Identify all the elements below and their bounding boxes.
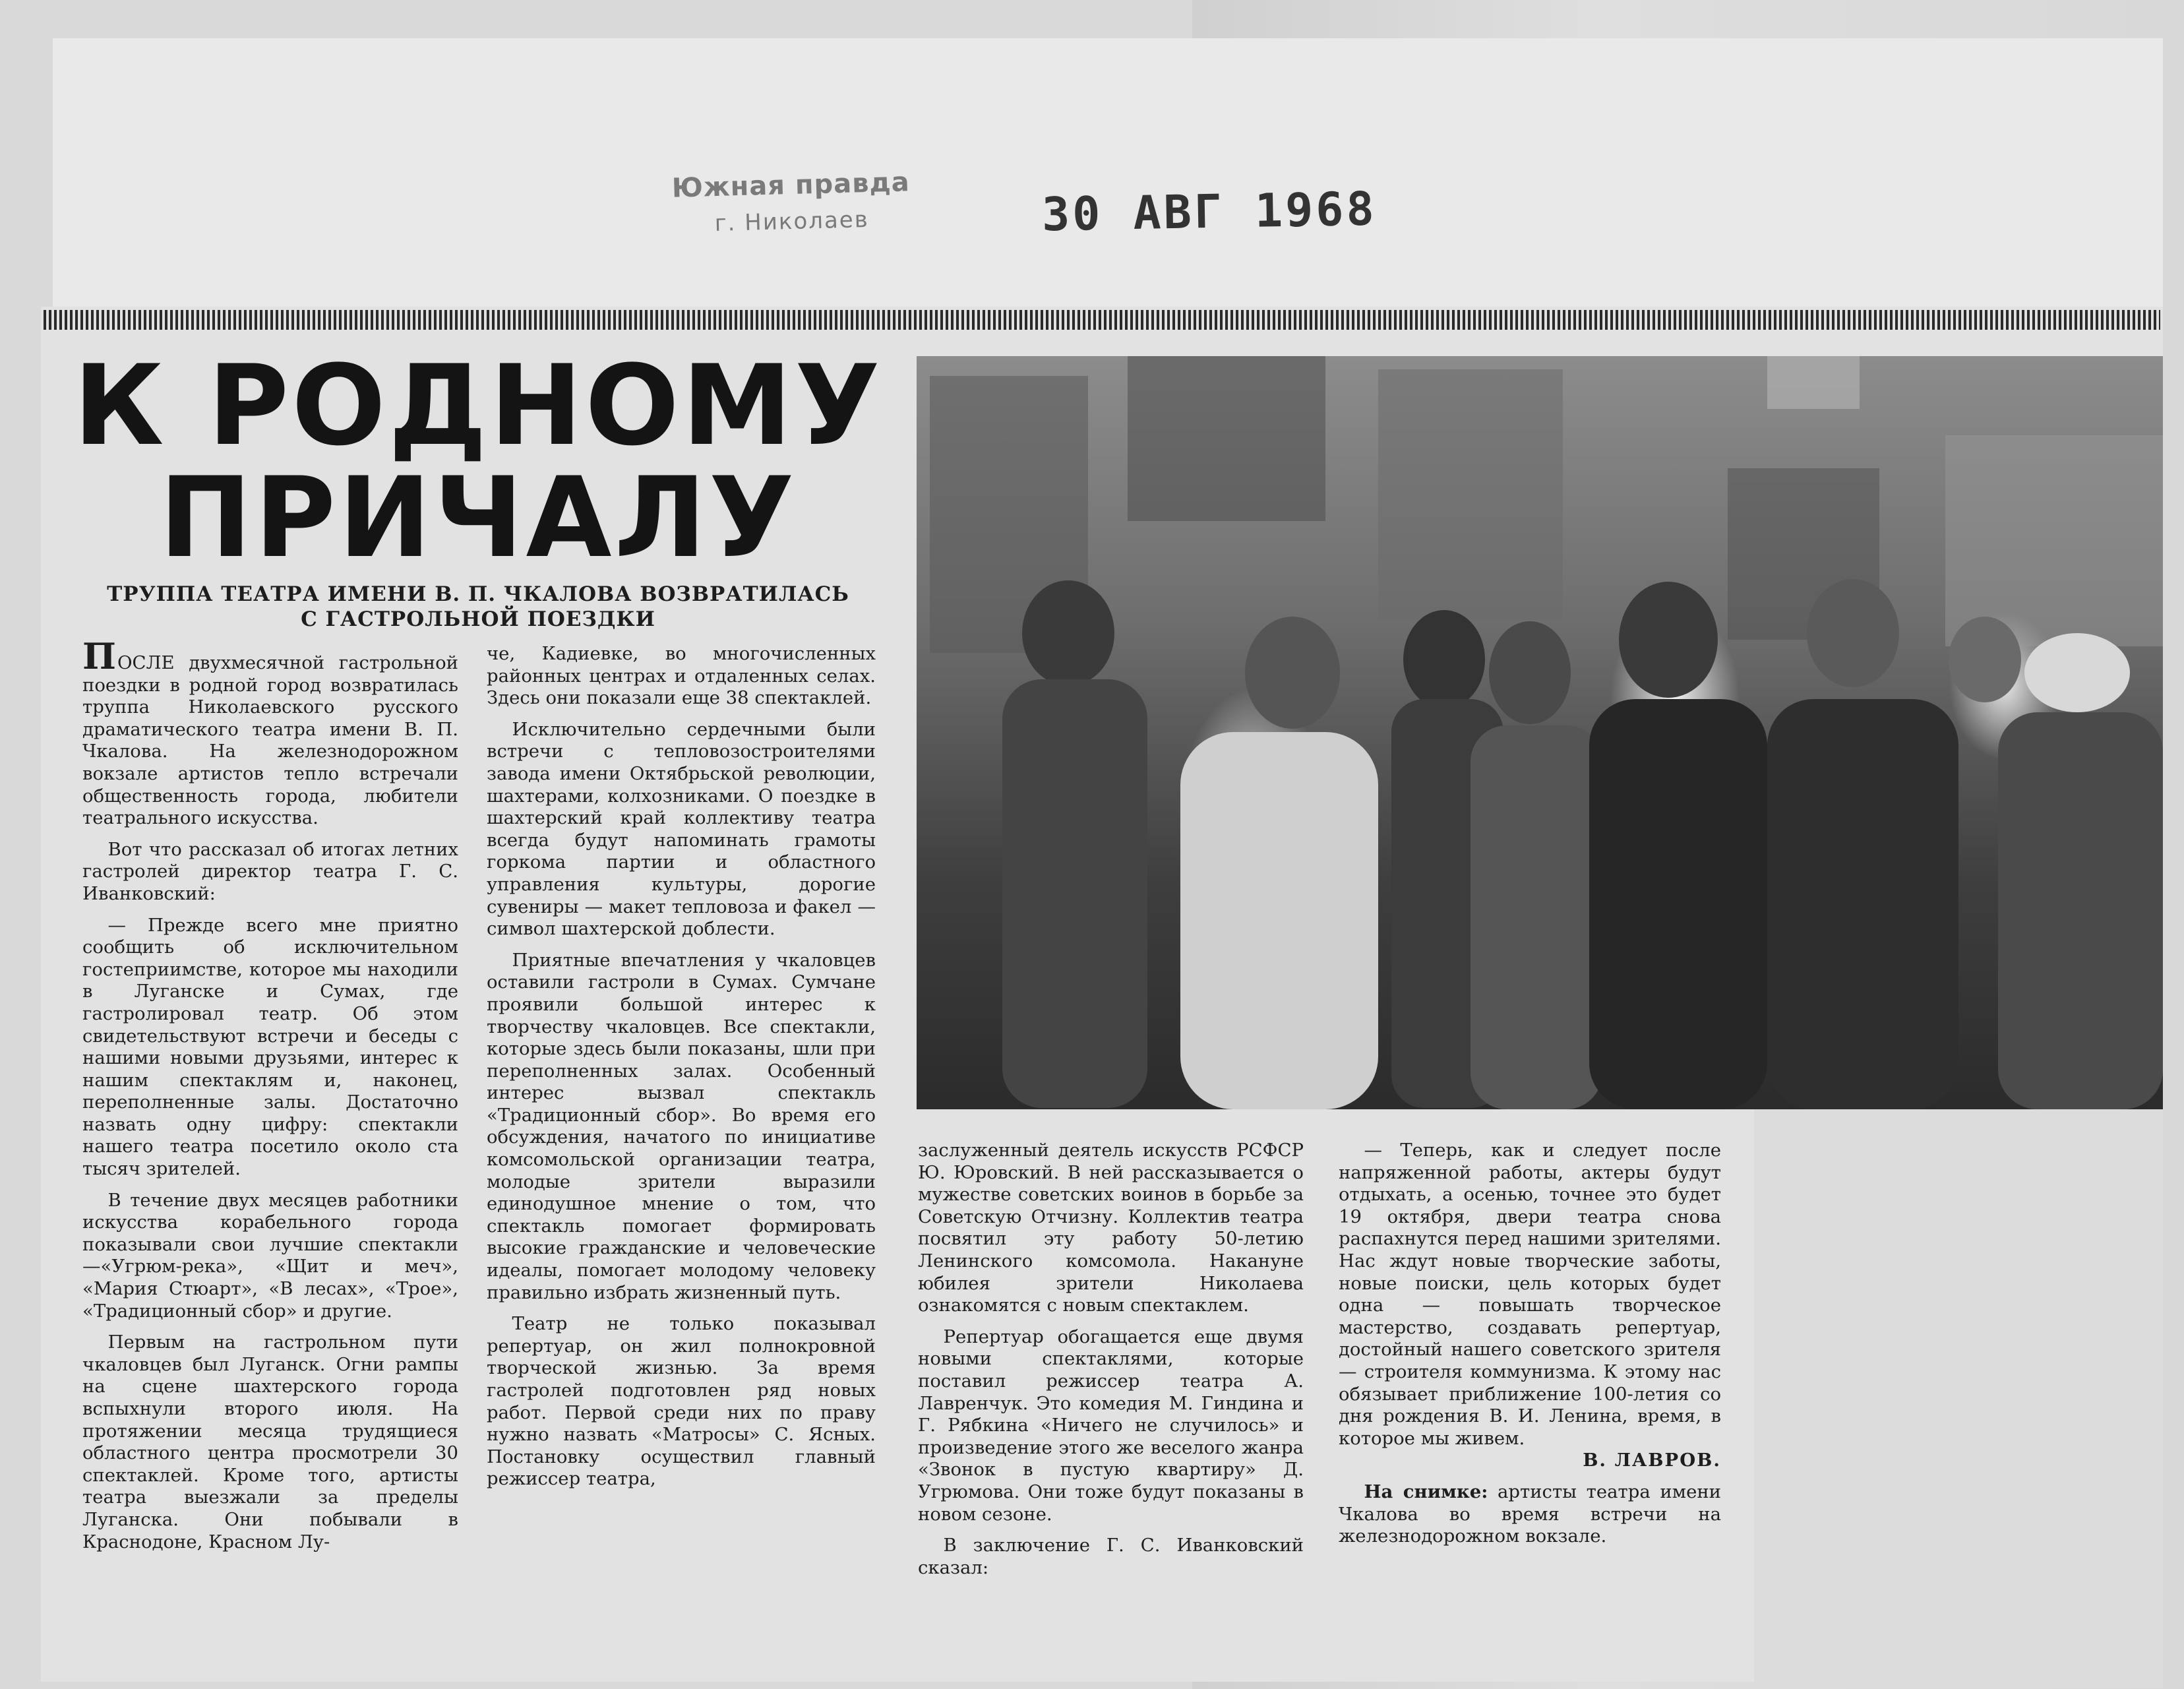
article-column-1: [82, 635, 458, 1553]
drop-cap: П: [82, 635, 116, 677]
clipping-header-strip: [53, 38, 2163, 309]
article-column-4: [1339, 1140, 1721, 1548]
paragraph: В заключение Г. С. Иванковский сказал:: [918, 1535, 1304, 1578]
caption-text: артисты театра имени Чкалова во время встречи на железнодорожном вокзале.: [1339, 1481, 1722, 1547]
photo-caption: [1339, 1481, 1721, 1548]
paragraph: Репертуар обогащается еще двумя новыми спектаклями, которые поставил режиссер театра А. Лавренчук. Это комедия М. Гиндина и Г. Рябкина «Ничего не случилось» и произведение этого же веселого жанра «Звонок в пустую квартиру» Д. Угрюмова. Они тоже будут показаны в новом сезоне.: [918, 1326, 1304, 1525]
photo-illustration: [917, 356, 2163, 1109]
paragraph: Приятные впечатления у чкаловцев оставили гастроли в Сумах. Сумчане проявили большой интерес к творчеству чкаловцев. Все спектакли, которые здесь были показаны, шли при переполненных залах. Особенный интерес вызвал спектакль «Традиционный сбор». Во время его обсуждения, начатого по инициативе комсомольской организации театра, молодые зрители выразили единодушное мнение о том, что спектакль помогает формировать высокие гражданские и человеческие идеалы, помогает молодому человеку правильно избрать жизненный путь.: [487, 949, 876, 1303]
paragraph: В течение двух месяцев работники искусства корабельного города показывали свои лучшие спектакли—«Угрюм-река», «Щит и меч», «Мария Стюарт», «В лесах», «Трое», «Традиционный сбор» и другие.: [82, 1189, 458, 1322]
stamp-city: г. Николаев: [714, 206, 870, 237]
article-signature: В. ЛАВРОВ.: [1583, 1450, 1721, 1471]
paragraph: — Теперь, как и следует после напряженной работы, актеры будут отдыхать, а осенью, точнее это будет 19 октября, двери театра снова распахнутся перед нашими зрителями. Нас ждут новые творческие заботы, новые поиски, цель которых будет одна — повышать творческое мастерство, создавать репертуар, достойный нашего советского зрителя — строителя коммунизма. К этому нас обязывает приближение 100-летия со дня рождения В. И. Ленина, время, в которое мы живем.: [1339, 1140, 1721, 1449]
stamp-newspaper-name: Южная правда: [671, 167, 911, 204]
caption-lead: На снимке:: [1364, 1481, 1488, 1502]
headline-line-1: К РОДНОМУ: [73, 341, 883, 470]
paragraph: Театр не только показывал репертуар, он жил полнокровной творческой жизнью. За время гастролей подготовлен ряд новых работ. Первой среди них по праву нужно назвать «Матросы» С. Ясных. Постановку осуществил главный режиссер театра,: [487, 1313, 876, 1490]
paragraph: — Прежде всего мне приятно сообщить об исключительном гостеприимстве, которое мы находили в Луганске и Сумах, где гастролировал театр. Об этом свидетельствуют встречи и беседы с нашими новыми друзьями, интерес к нашим спектаклям и, наконец, переполненные залы. Достаточно назвать одну цифру: спектакли нашего театра посетило около ста тысяч зрителей.: [82, 914, 458, 1180]
subheadline: [99, 582, 857, 632]
header-rule: [44, 310, 2160, 330]
paragraph: Исключительно сердечными были встречи с тепловозостроителями завода имени Октябрьской революции, шахтерами, колхозниками. О поездке в шахтерский край коллективу театра всегда будут напоминать грамоты горкома партии и областного управления культуры, дорогие сувениры — макет тепловоза и факел — символ шахтерской доблести.: [487, 718, 876, 940]
newspaper-stamp: [652, 167, 930, 239]
paragraph-text: ОСЛЕ двухмесячной гастрольной поездки в родной город возвратилась труппа Николаевского русского драматического театра имени В. П. Чкалова. На железнодорожном вокзале артистов тепло встречали общественность города, любители театрального искусства.: [82, 652, 458, 829]
paragraph: [82, 635, 458, 830]
article-photo: [917, 356, 2163, 1109]
paragraph: Первым на гастрольном пути чкаловцев был Луганск. Огни рампы на сцене шахтерского города вспыхнули второго июля. На протяжении месяца трудящиеся областного центра просмотрели 30 спектаклей. Кроме того, артисты театра выезжали за пределы Луганска. Они побывали в Краснодоне, Красном Лу-: [82, 1332, 458, 1552]
paragraph: Вот что рассказал об итогах летних гастролей директор театра Г. С. Иванковский:: [82, 838, 458, 904]
headline-line-2: ПРИЧАЛУ: [159, 453, 797, 582]
article-column-2: [487, 643, 876, 1490]
subhead-line-1: ТРУППА ТЕАТРА ИМЕНИ В. П. ЧКАЛОВА ВОЗВРАТИЛАСЬ: [107, 582, 849, 606]
headline: [53, 341, 903, 582]
article-column-3: [918, 1140, 1304, 1579]
paragraph: че, Кадиевке, во многочисленных районных центрах и отдаленных селах. Здесь они показали еще 38 спектаклей.: [487, 643, 876, 709]
clipping-right-lower: [1754, 1108, 2163, 1688]
subhead-line-2: С ГАСТРОЛЬНОЙ ПОЕЗДКИ: [301, 607, 655, 631]
paragraph: заслуженный деятель искусств РСФСР Ю. Юровский. В ней рассказывается о мужестве советских воинов в борьбе за Советскую Отчизну. Коллектив театра посвятил эту работу 50-летию Ленинского комсомола. Накануне юбилея зрители Николаева ознакомятся с новым спектаклем.: [918, 1140, 1304, 1316]
date-stamp: 30 АВГ 1968: [1041, 181, 1378, 242]
